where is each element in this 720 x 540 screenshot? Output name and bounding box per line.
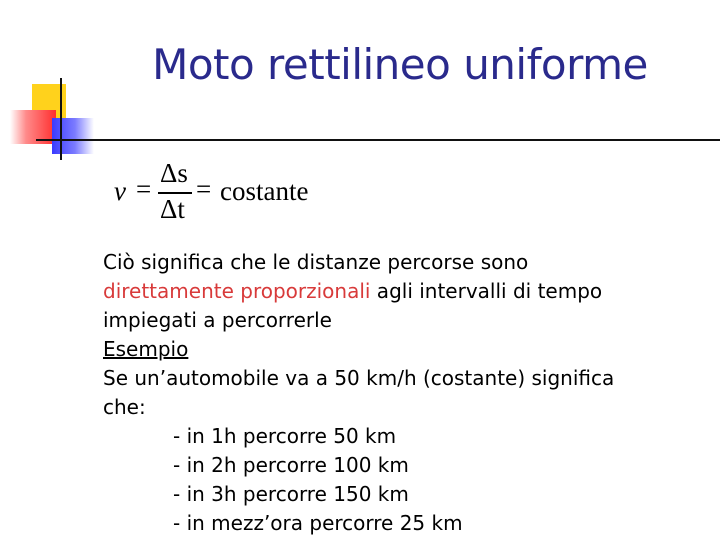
body-line: [103, 277, 703, 306]
formula-v: v: [114, 176, 126, 206]
decor-blue-square: [52, 118, 94, 154]
list-item: - in 1h percorre 50 km: [173, 424, 397, 448]
example-label: Esempio: [103, 337, 189, 361]
formula-denominator: Δt: [160, 194, 185, 224]
formula-result: costante: [220, 176, 309, 206]
title-underline: [36, 139, 720, 141]
highlight-text: direttamente proporzionali: [103, 279, 371, 303]
body-line: impiegati a percorrerle: [103, 308, 332, 332]
slide-title: Moto rettilineo uniforme: [152, 40, 648, 89]
decor-vertical-line: [60, 78, 62, 160]
list-item: - in 3h percorre 150 km: [173, 482, 409, 506]
body-line: [103, 335, 703, 364]
formula-numerator: Δs: [160, 158, 188, 188]
list-item: - in 2h percorre 100 km: [173, 453, 409, 477]
body-line: Ciò significa che le distanze percorse sono: [103, 250, 529, 274]
slide-body: [103, 248, 703, 538]
list-item: - in mezz’ora percorre 25 km: [173, 511, 463, 535]
body-line: che:: [103, 395, 146, 419]
formula-equals: =: [136, 174, 152, 204]
formula-equals-2: =: [196, 174, 212, 204]
velocity-formula: [112, 158, 342, 228]
body-line: Se un’automobile va a 50 km/h (costante) significa: [103, 366, 615, 390]
body-text-span: agli intervalli di tempo: [370, 279, 603, 303]
